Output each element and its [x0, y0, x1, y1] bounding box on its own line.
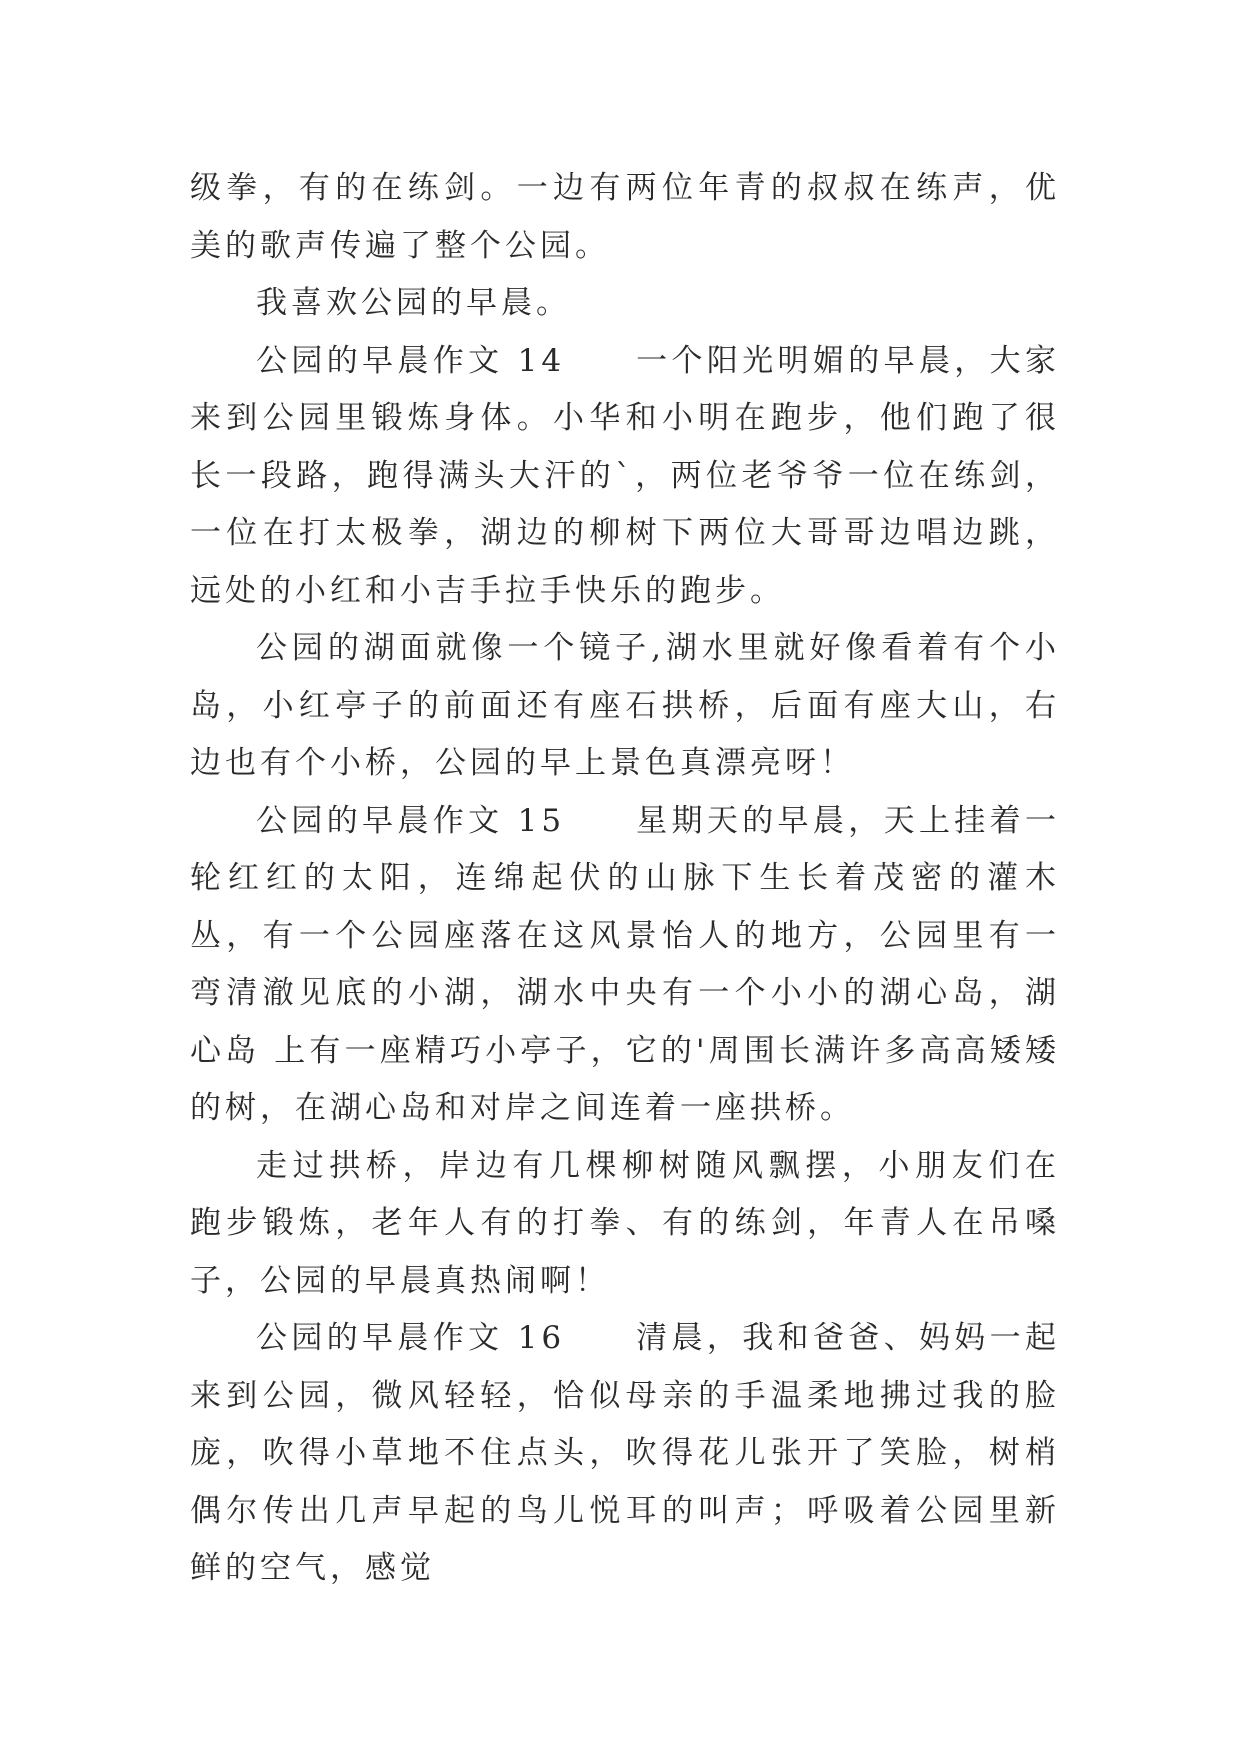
- paragraph-essay-15: 公园的早晨作文 15 星期天的早晨，天上挂着一轮红红的太阳，连绵起伏的山脉下生长着茂密的灌木丛，有一个公园座落在这风景怡人的地方，公园里有一弯清澈见底的小湖，湖水中央有一个小小的湖心岛，湖心岛 上有一座精巧小亭子，它的'周围长满许多高高矮矮的树，在湖心岛和对岸之间连着一座拱桥。: [190, 802, 1060, 1126]
- paragraph-essay-14: 公园的早晨作文 14 一个阳光明媚的早晨，大家来到公园里锻炼身体。小华和小明在跑步，他们跑了很长一段路，跑得满头大汗的`，两位老爷爷一位在练剑，一位在打太极拳，湖边的柳树下两位大哥哥边唱边跳，远处的小红和小吉手拉手快乐的跑步。: [190, 342, 1060, 609]
- paragraph-i-like-park-morning: 我喜欢公园的早晨。: [256, 285, 571, 321]
- paragraph-lake-mirror: 公园的湖面就像一个镜子,湖水里就好像看着有个小岛，小红亭子的前面还有座石拱桥，后面有座大山，右边也有个小桥，公园的早上景色真漂亮呀！: [190, 630, 1060, 781]
- paragraph-across-bridge: 走过拱桥，岸边有几棵柳树随风飘摆，小朋友们在跑步锻炼，老年人有的打拳、有的练剑，年青人在吊嗓子，公园的早晨真热闹啊！: [190, 1147, 1060, 1299]
- essay-body: [190, 160, 1060, 1598]
- paragraph-continuation: 级拳，有的在练剑。一边有两位年青的叔叔在练声，优美的歌声传遍了整个公园。: [190, 170, 1060, 264]
- paragraph-essay-16: 公园的早晨作文 16 清晨，我和爸爸、妈妈一起来到公园，微风轻轻，恰似母亲的手温柔地拂过我的脸庞，吹得小草地不住点头，吹得花儿张开了笑脸，树梢偶尔传出几声早起的鸟儿悦耳的叫声；呼吸着公园里新鲜的空气，感觉: [190, 1320, 1060, 1586]
